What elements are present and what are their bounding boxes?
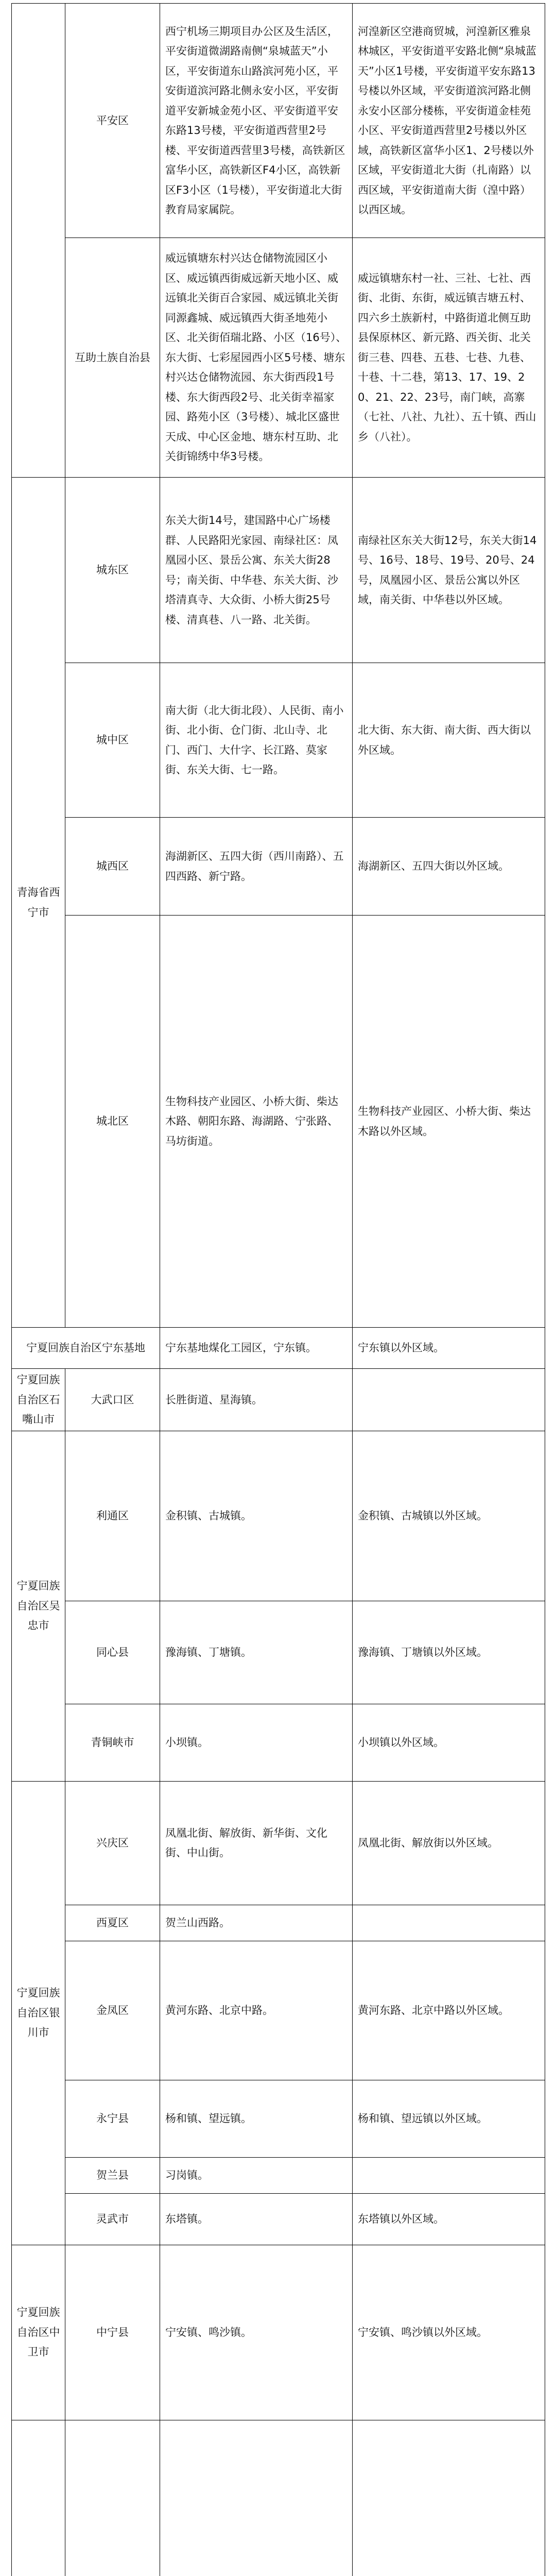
low-risk-cell: 河湟新区空港商贸城，河湟新区雅泉林城区，平安街道平安路北侧“泉城蓝天”小区1号楼，平安街道平安东路13号楼以外区域，平安街道滨河路北侧永安小区部分楼栋，平安街道金桂苑小区、平安街道西营里2号楼以外区域，高铁新区富华小区1、2号楼以外区域，平安街道北大街（扎南路）以西区域，平安街道南大街（湟中路）以西区域。 (353, 4, 545, 238)
low-risk-cell: 威远镇塘东村一社、三社、七社、西街、北街、东街，威远镇吉塘五村、四六乡土族新村，中路街道北侧互助县保原林区、新元路、西关街、北关街三巷、四巷、五巷、七巷、九巷、十巷、十二巷，第13、17、19、20、21、22、23号，南门峡，高寨（七社、八社、九社）、五十镇、西山乡（八社）。 (353, 238, 545, 478)
region-cell (65, 2420, 160, 2576)
province-cell: 宁夏回族自治区吴忠市 (12, 1431, 65, 1781)
low-risk-cell: 北大街、东大街、南大街、西大街以外区域。 (353, 663, 545, 818)
region-cell: 青铜峡市 (65, 1704, 160, 1781)
province-cell (12, 4, 65, 478)
table-row (12, 478, 545, 663)
region-cell: 永宁县 (65, 2080, 160, 2157)
region-cell: 大武口区 (65, 1369, 160, 1431)
high-risk-cell: 贺兰山西路。 (160, 1905, 353, 1941)
region-cell: 城东区 (65, 478, 160, 663)
province-cell: 宁夏回族自治区宁东基地 (12, 1328, 160, 1369)
table-row (12, 916, 545, 1328)
region-cell: 城西区 (65, 818, 160, 916)
high-risk-cell: 威远镇塘东村兴达仓储物流园区小区、威远镇西街威远新天地小区、威远镇北关街百合家园、威远镇北关街同源鑫城、威远镇西大街圣地苑小区、北关街佰瑞北路、小区（16号）、东大街、七彩屋园西小区5号楼、塘东村兴达仓储物流园、东大街西段1号楼、东大街西段2号、北关街幸福家园、路苑小区（3号楼）、城北区盛世天成、中心区金地、塘东村互助、北关街锦绣中华3号楼。 (160, 238, 353, 478)
region-cell: 中宁县 (65, 2245, 160, 2420)
table-row (12, 238, 545, 478)
low-risk-cell: 宁东镇以外区域。 (353, 1328, 545, 1369)
high-risk-cell: 黄河东路、北京中路。 (160, 1941, 353, 2080)
region-cell: 贺兰县 (65, 2157, 160, 2193)
region-cell: 利通区 (65, 1431, 160, 1601)
table-row (12, 2420, 545, 2576)
low-risk-cell (353, 1369, 545, 1431)
high-risk-cell: 东关大街14号，建国路中心广场楼群、人民路阳光家园、南绿社区：凤凰园小区、景岳公寓、东关大街28号；南关街、中华巷、东关大街、沙塔清真寺、大众街、小桥大街25号楼、清真巷、八一路、北关街。 (160, 478, 353, 663)
region-cell: 城中区 (65, 663, 160, 818)
high-risk-cell: 宁安镇、鸣沙镇。 (160, 2245, 353, 2420)
region-cell: 兴庆区 (65, 1781, 160, 1905)
low-risk-cell (353, 2420, 545, 2576)
region-cell: 西夏区 (65, 1905, 160, 1941)
table-row (12, 663, 545, 818)
province-cell: 青海省西宁市 (12, 478, 65, 1328)
high-risk-cell: 宁东基地煤化工园区，宁东镇。 (160, 1328, 353, 1369)
table-row (12, 2157, 545, 2193)
table-row (12, 1601, 545, 1704)
province-cell: 宁夏回族自治区中卫市 (12, 2245, 65, 2420)
low-risk-cell: 金积镇、古城镇以外区域。 (353, 1431, 545, 1601)
low-risk-cell: 凤凰北街、解放街以外区域。 (353, 1781, 545, 1905)
low-risk-cell: 豫海镇、丁塘镇以外区域。 (353, 1601, 545, 1704)
high-risk-cell: 金积镇、古城镇。 (160, 1431, 353, 1601)
table-row (12, 1328, 545, 1369)
high-risk-cell: 西宁机场三期项目办公区及生活区，平安街道微湖路南侧“泉城蓝天”小区，平安街道东山路滨河苑小区，平安街道滨河路北侧永安小区，平安街道平安新城金苑小区、平安街道平安东路13号楼，平安街道西营里2号楼、平安街道西营里3号楼，高铁新区富华小区，高铁新区F4小区，高铁新区F3小区（1号楼），平安街道北大街教育局家属院。 (160, 4, 353, 238)
high-risk-cell: 凤凰北街、解放街、新华街、文化街、中山街。 (160, 1781, 353, 1905)
low-risk-cell: 东塔镇以外区域。 (353, 2193, 545, 2245)
low-risk-cell: 杨和镇、望远镇以外区域。 (353, 2080, 545, 2157)
high-risk-cell: 东塔镇。 (160, 2193, 353, 2245)
province-cell (12, 2420, 65, 2576)
region-cell: 平安区 (65, 4, 160, 238)
high-risk-cell: 豫海镇、丁塘镇。 (160, 1601, 353, 1704)
low-risk-cell: 小坝镇以外区域。 (353, 1704, 545, 1781)
high-risk-cell: 南大街（北大街北段）、人民街、南小街、北小街、仓门街、北山寺、北门、西门、大什字、长江路、莫家街、东关大街、七一路。 (160, 663, 353, 818)
region-cell: 同心县 (65, 1601, 160, 1704)
region-cell: 金凤区 (65, 1941, 160, 2080)
region-cell: 互助土族自治县 (65, 238, 160, 478)
table-row (12, 1369, 545, 1431)
low-risk-cell: 南绿社区东关大街12号，东关大街14号、16号、18号、19号、20号、24号，凤凰园小区、景岳公寓以外区域，南关街、中华巷以外区域。 (353, 478, 545, 663)
table-row (12, 4, 545, 238)
table-row (12, 2080, 545, 2157)
province-cell: 宁夏回族自治区银川市 (12, 1781, 65, 2245)
table-row (12, 1781, 545, 1905)
table-row (12, 1941, 545, 2080)
low-risk-cell: 黄河东路、北京中路以外区域。 (353, 1941, 545, 2080)
table-row (12, 2193, 545, 2245)
risk-area-table (11, 3, 545, 2576)
high-risk-cell: 海湖新区、五四大街（西川南路）、五四西路、新宁路。 (160, 818, 353, 916)
high-risk-cell: 长胜街道、星海镇。 (160, 1369, 353, 1431)
table-row (12, 2245, 545, 2420)
low-risk-cell (353, 1905, 545, 1941)
low-risk-cell: 宁安镇、鸣沙镇以外区域。 (353, 2245, 545, 2420)
region-cell: 城北区 (65, 916, 160, 1328)
region-cell: 灵武市 (65, 2193, 160, 2245)
high-risk-cell: 生物科技产业园区、小桥大街、柴达木路、朝阳东路、海湖路、宁张路、马坊街道。 (160, 916, 353, 1328)
table-row (12, 818, 545, 916)
low-risk-cell: 生物科技产业园区、小桥大街、柴达木路以外区域。 (353, 916, 545, 1328)
high-risk-cell: 杨和镇、望远镇。 (160, 2080, 353, 2157)
low-risk-cell: 海湖新区、五四大街以外区域。 (353, 818, 545, 916)
low-risk-cell (353, 2157, 545, 2193)
table-row (12, 1431, 545, 1601)
table-row (12, 1704, 545, 1781)
high-risk-cell: 小坝镇。 (160, 1704, 353, 1781)
high-risk-cell: 习岗镇。 (160, 2157, 353, 2193)
document-page (11, 3, 545, 2576)
province-cell: 宁夏回族自治区石嘴山市 (12, 1369, 65, 1431)
table-row (12, 1905, 545, 1941)
high-risk-cell (160, 2420, 353, 2576)
